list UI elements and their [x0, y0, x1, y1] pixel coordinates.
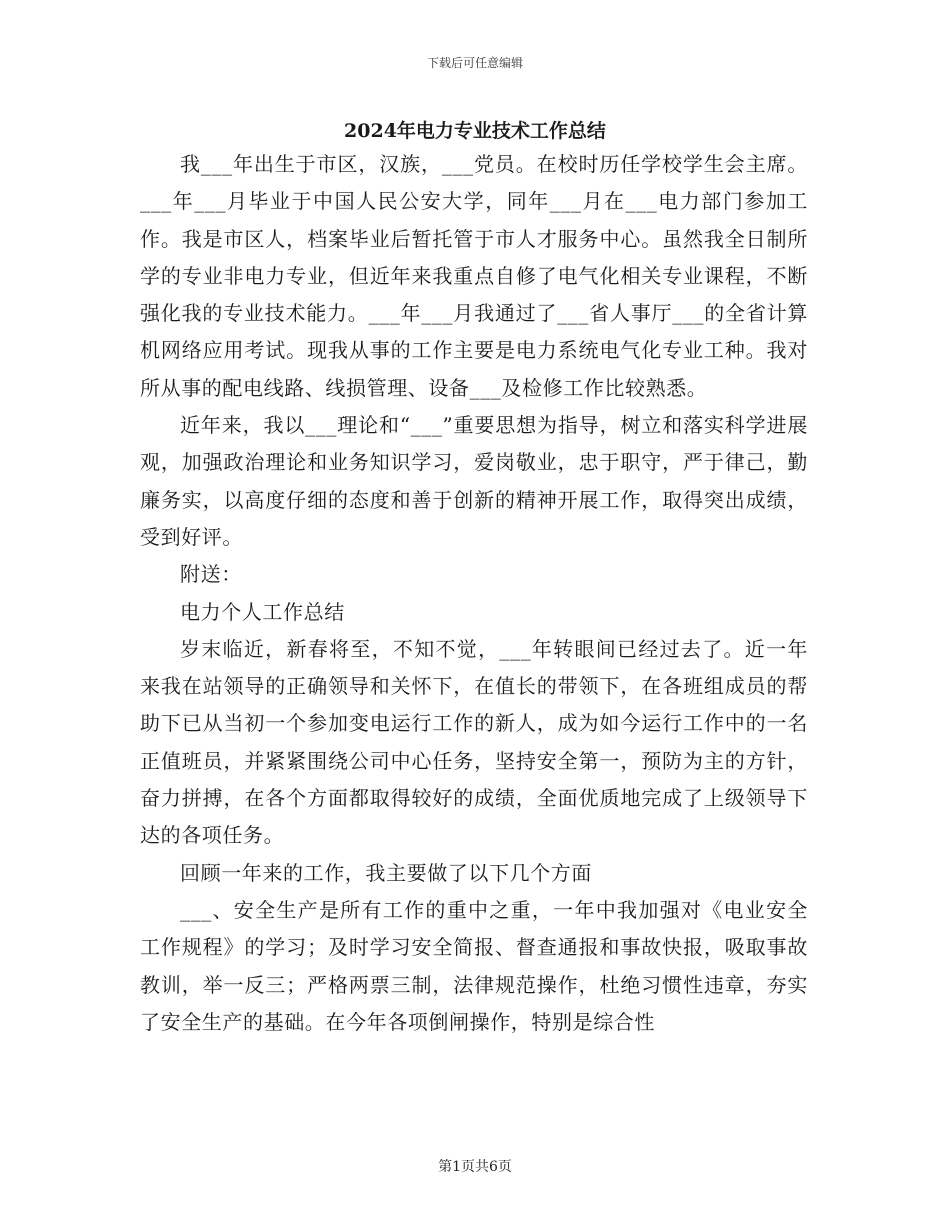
- page-header-note: 下载后可任意编辑: [426, 56, 523, 70]
- paragraph-recent-years: 近年来，我以___理论和“___”重要思想为指导，树立和落实科学进展观，加强政治理论和业务知识学习，爱岗敬业，忠于职守，严于律己，勤廉务实，以高度仔细的态度和善于创新的精神开展工作，取得突出成绩，受到好评。: [140, 413, 808, 549]
- paragraph-attachment-label: 附送：: [180, 562, 242, 587]
- page-number: 第1页共6页: [438, 1159, 512, 1175]
- paragraph-safety-production: ___、安全生产是所有工作的重中之重，一年中我加强对《电业安全工作规程》的学习；及时学习安全简报、督查通报和事故快报，吸取事故教训，举一反三；严格两票三制，法律规范操作，杜绝习惯性违章，夯实了安全生产的基础。在今年各项倒闸操作，特别是综合性: [140, 897, 808, 1034]
- paragraph-year-end: 岁末临近，新春将至，不知不觉，___年转眼间已经过去了。近一年来我在站领导的正确领导和关怀下，在值长的带领下，在各班组成员的帮助下已从当初一个参加变电运行工作的新人，成为如今运行工作中的一名正值班员，并紧紧围绕公司中心任务，坚持安全第一，预防为主的方针，奋力拼搏，在各个方面都取得较好的成绩，全面优质地完成了上级领导下达的各项任务。: [140, 636, 808, 848]
- document-title: 2024年电力专业技术工作总结: [344, 120, 606, 142]
- paragraph-review-intro: 回顾一年来的工作，我主要做了以下几个方面: [180, 860, 592, 885]
- document-body: [140, 146, 808, 1041]
- paragraph-attachment-title: 电力个人工作总结: [180, 599, 345, 624]
- paragraph-personal-background: 我___年出生于市区，汉族，___党员。在校时历任学校学生会主席。___年___月毕业于中国人民公安大学，同年___月在___电力部门参加工作。我是市区人，档案毕业后暂托管于市人才服务中心。虽然我全日制所学的专业非电力专业，但近年来我重点自修了电气化相关专业课程，不断强化我的专业技术能力。___年___月我通过了___省人事厅___的全省计算机网络应用考试。现我从事的工作主要是电力系统电气化专业工种。我对所从事的配电线路、线损管理、设备___及检修工作比较熟悉。: [140, 152, 808, 400]
